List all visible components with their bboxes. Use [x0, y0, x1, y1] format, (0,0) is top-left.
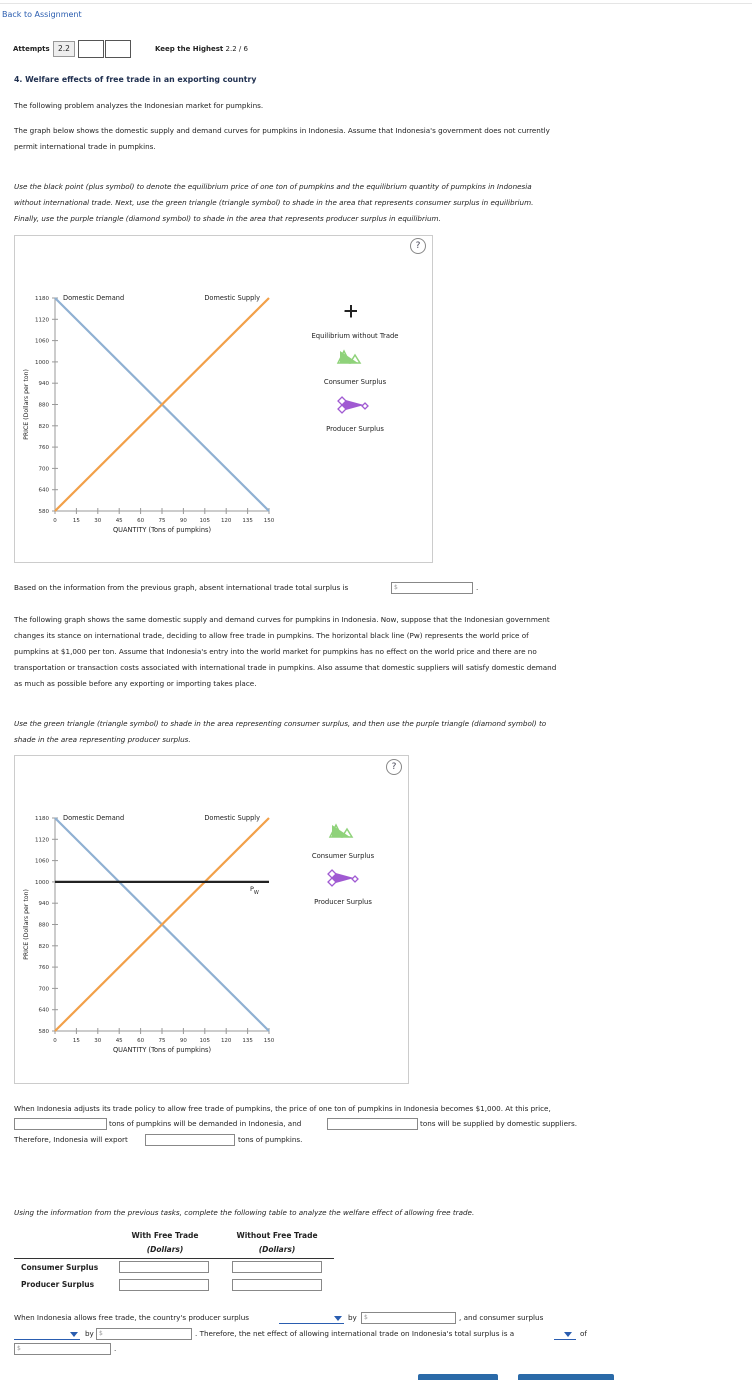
y-tick-label: 1120: [35, 317, 49, 324]
para2-line5: as much as possible before any exporting or importing takes place.: [14, 679, 257, 688]
y-tick-label: 580: [38, 509, 49, 515]
para2-line3: pumpkins at $1,000 per ton. Assume that Indonesia's entry into the world market for pumpkins has no effect on the world price and there are no: [14, 647, 537, 656]
x-tick-label: 45: [115, 518, 123, 524]
para2-line4: transportation or transaction costs associated with international trade in pumpkins. Also assume that domestic suppliers will satisfy domestic demand: [14, 663, 557, 672]
cs-with-trade-input[interactable]: [119, 1261, 209, 1273]
intro-text: The following problem analyzes the Indonesian market for pumpkins.: [14, 101, 264, 110]
final-by2: by: [85, 1329, 94, 1338]
y-tick-label: 1060: [35, 338, 49, 345]
ps-without-trade-input[interactable]: [232, 1279, 322, 1291]
quantity-supplied-input[interactable]: [327, 1118, 418, 1130]
instr2-line1: Use the green triangle (triangle symbol) to shade in the area representing consumer surplus, and then use the purple triangle (diamond symbol) to: [14, 719, 547, 728]
x-tick-label: 90: [179, 518, 187, 524]
table-instructions: Using the information from the previous tasks, complete the following table to analyze the welfare effect of allowing free trade.: [14, 1208, 475, 1217]
x-tick-label: 0: [53, 518, 57, 524]
trade-question-line1: When Indonesia adjusts its trade policy to allow free trade of pumpkins, the price of one ton of pumpkins in Indonesia becomes $1,000. At this price,: [14, 1104, 551, 1113]
y-tick-label: 760: [38, 965, 49, 972]
x-tick-label: 90: [179, 1038, 187, 1044]
surplus-question-text: Based on the information from the previous graph, absent international trade total surplus is: [14, 583, 349, 592]
grade-button[interactable]: [418, 1374, 498, 1380]
y-tick-label: 820: [38, 943, 49, 950]
final-mid-text: , and consumer surplus: [459, 1313, 544, 1322]
trade-question-mid1: tons of pumpkins will be demanded in Indonesia, and: [109, 1119, 302, 1128]
ps-change-amount-input[interactable]: $: [361, 1312, 456, 1324]
net-effect-amount-input[interactable]: $: [14, 1343, 111, 1355]
series-label-domestic-demand: Domestic Demand: [63, 814, 125, 822]
y-tick-label: 640: [38, 1007, 49, 1014]
y-tick-label: 940: [38, 901, 49, 908]
purple-diamond-icon[interactable]: [326, 868, 360, 888]
para1-line2: permit international trade in pumpkins.: [14, 142, 156, 151]
y-axis-title: PRICE (Dollars per ton): [23, 369, 30, 440]
x-tick-label: 75: [158, 518, 166, 524]
quantity-demanded-input[interactable]: [14, 1118, 107, 1130]
y-tick-label: 880: [38, 922, 49, 929]
trade-question-line3: Therefore, Indonesia will export: [14, 1135, 128, 1144]
series-label-domestic-supply: Domestic Supply: [204, 294, 260, 302]
x-tick-label: 60: [137, 518, 145, 524]
cs-without-trade-input[interactable]: [232, 1261, 322, 1273]
y-tick-label: 640: [38, 487, 49, 494]
trade-question-mid2: tons will be supplied by domestic suppliers.: [420, 1119, 578, 1128]
x-tick-label: 75: [158, 1038, 166, 1044]
x-tick-label: 30: [94, 518, 102, 524]
y-tick-label: 1060: [35, 858, 49, 865]
instr1-line2: without international trade. Next, use the green triangle (triangle symbol) to shade in the area that represents consumer surplus in equilibrium.: [14, 198, 534, 207]
final-end: .: [114, 1344, 117, 1353]
y-tick-label: 940: [38, 381, 49, 388]
y-tick-label: 1120: [35, 837, 49, 844]
x-tick-label: 15: [72, 518, 80, 524]
next-button[interactable]: [518, 1374, 614, 1380]
attempts-value: 2.2: [53, 41, 75, 57]
question-title: 4. Welfare effects of free trade in an exporting country: [14, 75, 257, 84]
x-tick-label: 60: [137, 1038, 145, 1044]
series-label-domestic-supply: Domestic Supply: [204, 814, 260, 822]
help-icon[interactable]: ?: [386, 759, 402, 775]
keep-highest-value: 2.2 / 6: [225, 45, 248, 53]
final-of: of: [580, 1329, 587, 1338]
attempts-label: Attempts: [13, 45, 50, 53]
legend2-consumer-surplus-label: Consumer Surplus: [311, 852, 375, 860]
y-tick-label: 760: [38, 445, 49, 452]
y-tick-label: 580: [38, 1029, 49, 1035]
x-axis-title: QUANTITY (Tons of pumpkins): [112, 1046, 212, 1054]
chevron-down-icon[interactable]: [334, 1316, 342, 1321]
table-header-rule: [14, 1258, 334, 1259]
x-tick-label: 30: [94, 1038, 102, 1044]
para2-line1: The following graph shows the same domestic supply and demand curves for pumpkins in Indonesia. Now, suppose that the Indonesian government: [14, 615, 550, 624]
chevron-down-icon[interactable]: [70, 1332, 78, 1337]
help-icon[interactable]: ?: [410, 238, 426, 254]
final-by1: by: [348, 1313, 357, 1322]
instr1-line1: Use the black point (plus symbol) to denote the equilibrium price of one ton of pumpkins and the equilibrium quantity of pumpkins in Indonesia: [14, 182, 532, 191]
chevron-down-icon[interactable]: [564, 1332, 572, 1337]
y-tick-label: 880: [38, 402, 49, 409]
y-tick-label: 700: [38, 466, 49, 473]
y-tick-label: 820: [38, 423, 49, 430]
legend-consumer-surplus-label: Consumer Surplus: [323, 378, 387, 386]
x-tick-label: 0: [53, 1038, 57, 1044]
x-tick-label: 135: [242, 1038, 253, 1044]
final-post-text: . Therefore, the net effect of allowing international trade on Indonesia's total surplus is a: [195, 1329, 515, 1338]
col-without-free-trade: Without Free Trade: [236, 1231, 318, 1240]
legend-producer-surplus-label: Producer Surplus: [326, 425, 384, 433]
x-tick-label: 150: [263, 1038, 275, 1044]
row-consumer-surplus: Consumer Surplus: [21, 1263, 99, 1272]
row-producer-surplus: Producer Surplus: [21, 1280, 95, 1289]
series-label-pw: $P_W$: [250, 885, 259, 896]
surplus-question-end: .: [476, 583, 479, 592]
exports-input[interactable]: [145, 1134, 235, 1146]
x-axis-title: QUANTITY (Tons of pumpkins): [112, 526, 212, 534]
col-without-unit: (Dollars): [258, 1245, 296, 1254]
para1-line1: The graph below shows the domestic supply and demand curves for pumpkins in Indonesia. Assume that Indonesia's government does not currently: [14, 126, 550, 135]
legend-equilibrium-label: Equilibrium without Trade: [311, 332, 399, 340]
col-with-free-trade: With Free Trade: [131, 1231, 199, 1240]
x-tick-label: 120: [220, 518, 232, 524]
y-tick-label: 1180: [35, 816, 49, 822]
x-tick-label: 120: [220, 1038, 232, 1044]
green-triangle-icon[interactable]: [328, 823, 354, 841]
y-tick-label: 1000: [35, 879, 49, 886]
y-tick-label: 1180: [35, 296, 49, 302]
x-tick-label: 105: [199, 1038, 211, 1044]
y-tick-label: 1000: [35, 359, 49, 366]
instr2-line2: shade in the area representing producer surplus.: [14, 735, 191, 744]
x-tick-label: 150: [263, 518, 275, 524]
para2-line2: changes its stance on international trade, deciding to allow free trade in pumpkins. The horizontal black line (Pw) represents the world price of: [14, 631, 529, 640]
y-axis-title: PRICE (Dollars per ton): [23, 889, 30, 960]
x-tick-label: 105: [199, 518, 211, 524]
col-with-unit: (Dollars): [146, 1245, 184, 1254]
keep-highest-label: Keep the Highest: [155, 45, 224, 53]
x-tick-label: 15: [72, 1038, 80, 1044]
instr1-line3: Finally, use the purple triangle (diamond symbol) to shade in the area that represents producer surplus in equilibrium.: [14, 214, 441, 223]
legend2-producer-surplus-label: Producer Surplus: [314, 898, 372, 906]
cs-change-amount-input[interactable]: $: [96, 1328, 192, 1340]
y-tick-label: 700: [38, 986, 49, 993]
back-to-assignment-link[interactable]: Back to Assignment: [2, 10, 82, 19]
final-pre-text: When Indonesia allows free trade, the country's producer surplus: [14, 1313, 250, 1322]
total-surplus-input[interactable]: $: [391, 582, 473, 594]
ps-with-trade-input[interactable]: [119, 1279, 209, 1291]
x-tick-label: 45: [115, 1038, 123, 1044]
series-label-domestic-demand: Domestic Demand: [63, 294, 125, 302]
x-tick-label: 135: [242, 518, 253, 524]
trade-question-line3-end: tons of pumpkins.: [238, 1135, 303, 1144]
